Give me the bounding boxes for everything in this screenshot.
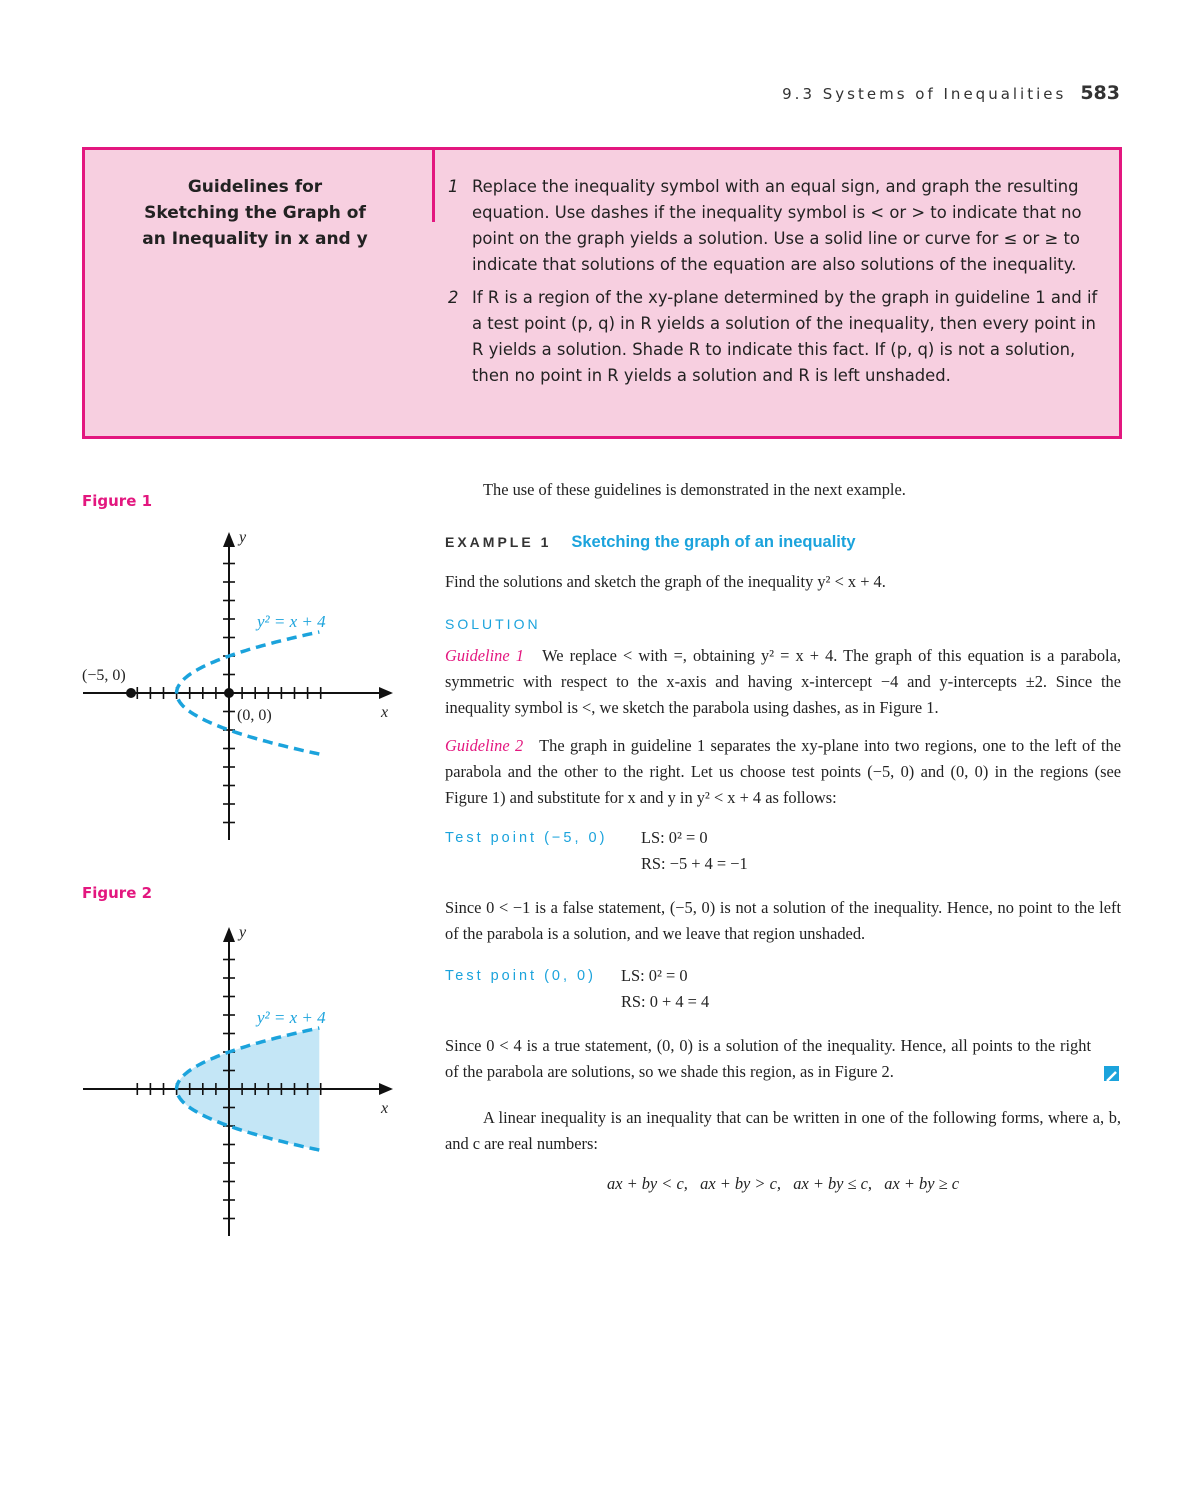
solution-label: SOLUTION: [445, 616, 541, 632]
figure2-curve-label: y² = x + 4: [257, 1008, 326, 1027]
step-number: 1: [448, 177, 459, 196]
guidelines-title-line2: Sketching the Graph of: [144, 203, 366, 223]
guideline2-paragraph: [445, 733, 1121, 811]
test-point-2: [445, 963, 1121, 1017]
step-number: 2: [448, 288, 459, 307]
step-text: Replace the inequality symbol with an equal sign, and graph the resulting equation. Use dashes if the inequality symbol is < or > to indicate that no point on the graph yields a solution. Use a solid line or curve for ≤ or ≥ to indicate that solutions of the equation are also solutions of the inequality.: [472, 177, 1082, 274]
figure1-point-origin: [224, 688, 234, 698]
test-point-1-label: Test point (−5, 0): [445, 830, 608, 846]
section-title: 9.3 Systems of Inequalities: [782, 85, 1067, 103]
guidelines-divider: [432, 150, 435, 222]
guideline1-text: We replace < with =, obtaining y² = x + 4. The graph of this equation is a parabola, symmetric with respect to the x-axis and having x-intercept −4 and y-intercepts ±2. Since the inequality symbol is <, we sketch the parabola using dashes, as in Figure 1.: [445, 646, 1121, 717]
figure1-origin-label: (0, 0): [237, 707, 272, 724]
test-point-2-conclusion: [445, 1033, 1121, 1085]
example-heading: [445, 529, 1121, 555]
test-point-2-ls: LS: 0² = 0: [621, 966, 688, 985]
page-number: 583: [1080, 82, 1120, 104]
figure2-x-label: x: [381, 1100, 389, 1117]
example-title: Sketching the graph of an inequality: [571, 533, 856, 551]
test-point-2-rs: RS: 0 + 4 = 4: [621, 992, 710, 1011]
guideline1-paragraph: [445, 643, 1121, 721]
figure1-curve-label: y² = x + 4: [257, 612, 326, 631]
linear-forms: ax + by < c, ax + by > c, ax + by ≤ c, ax + by ≥ c: [607, 1174, 959, 1193]
example-label: EXAMPLE 1: [445, 534, 552, 550]
figure1-graph: [75, 520, 410, 850]
figure1-y-label: y: [239, 529, 247, 546]
test-point-2-label: Test point (0, 0): [445, 968, 596, 984]
guidelines-box: [82, 147, 1122, 439]
figure2-y-label: y: [239, 924, 247, 941]
figure1-label: Figure 1: [82, 492, 153, 510]
guidelines-title-line1: Guidelines for: [187, 177, 323, 197]
end-of-example-icon: [1104, 1066, 1119, 1081]
figure1-point-left: [126, 688, 136, 698]
running-header: [782, 82, 1120, 104]
guideline-step-1: [448, 174, 1108, 278]
linear-inequality-paragraph: A linear inequality is an inequality that can be written in one of the following forms, where a, b, and c are real numbers:: [445, 1108, 1121, 1153]
body-text: [445, 477, 1121, 1197]
figure1-x-label: x: [381, 704, 389, 721]
figure2-label: Figure 2: [82, 884, 153, 902]
guidelines-title: [85, 174, 425, 252]
test-point-1-conclusion: Since 0 < −1 is a false statement, (−5, 0) is not a solution of the inequality. Hence, no point to the left of the parabola is a solution, and we leave that region unshaded.: [445, 898, 1121, 943]
figure1-left-point-label: (−5, 0): [82, 667, 126, 684]
test-point-1-ls: LS: 0² = 0: [641, 828, 708, 847]
step-text: If R is a region of the xy-plane determined by the graph in guideline 1 and if a test point (p, q) in R yields a solution of the inequality, then every point in R yields a solution. Shade R to indicate this fact. If (p, q) is not a solution, then no point in R yields a solution and R is left unshaded.: [472, 288, 1098, 385]
guidelines-title-line3: an Inequality in x and y: [142, 229, 368, 249]
guideline2-text: The graph in guideline 1 separates the xy-plane into two regions, one to the left of the parabola and the other to the right. Let us choose test points (−5, 0) and (0, 0) in the regions (see Figure 1) and substitute for x and y in y² < x + 4 as follows:: [445, 736, 1122, 807]
test-point-2-conclusion-text: Since 0 < 4 is a true statement, (0, 0) is a solution of the inequality. Hence, all points to the right of the parabola are solutions, so we shade this region, as in Figure 2.: [445, 1036, 1091, 1081]
guideline2-label: Guideline 2: [445, 736, 524, 755]
guideline-step-2: [448, 285, 1108, 389]
test-point-1-rs: RS: −5 + 4 = −1: [641, 854, 748, 873]
figure1-y-axis: [223, 532, 235, 840]
guidelines-steps: [448, 174, 1108, 396]
guideline1-label: Guideline 1: [445, 646, 524, 665]
problem-statement: Find the solutions and sketch the graph of the inequality y² < x + 4.: [445, 572, 886, 591]
figure2-graph: [75, 913, 410, 1243]
intro-paragraph: The use of these guidelines is demonstrated in the next example.: [483, 480, 906, 499]
test-point-1: [445, 825, 1121, 879]
